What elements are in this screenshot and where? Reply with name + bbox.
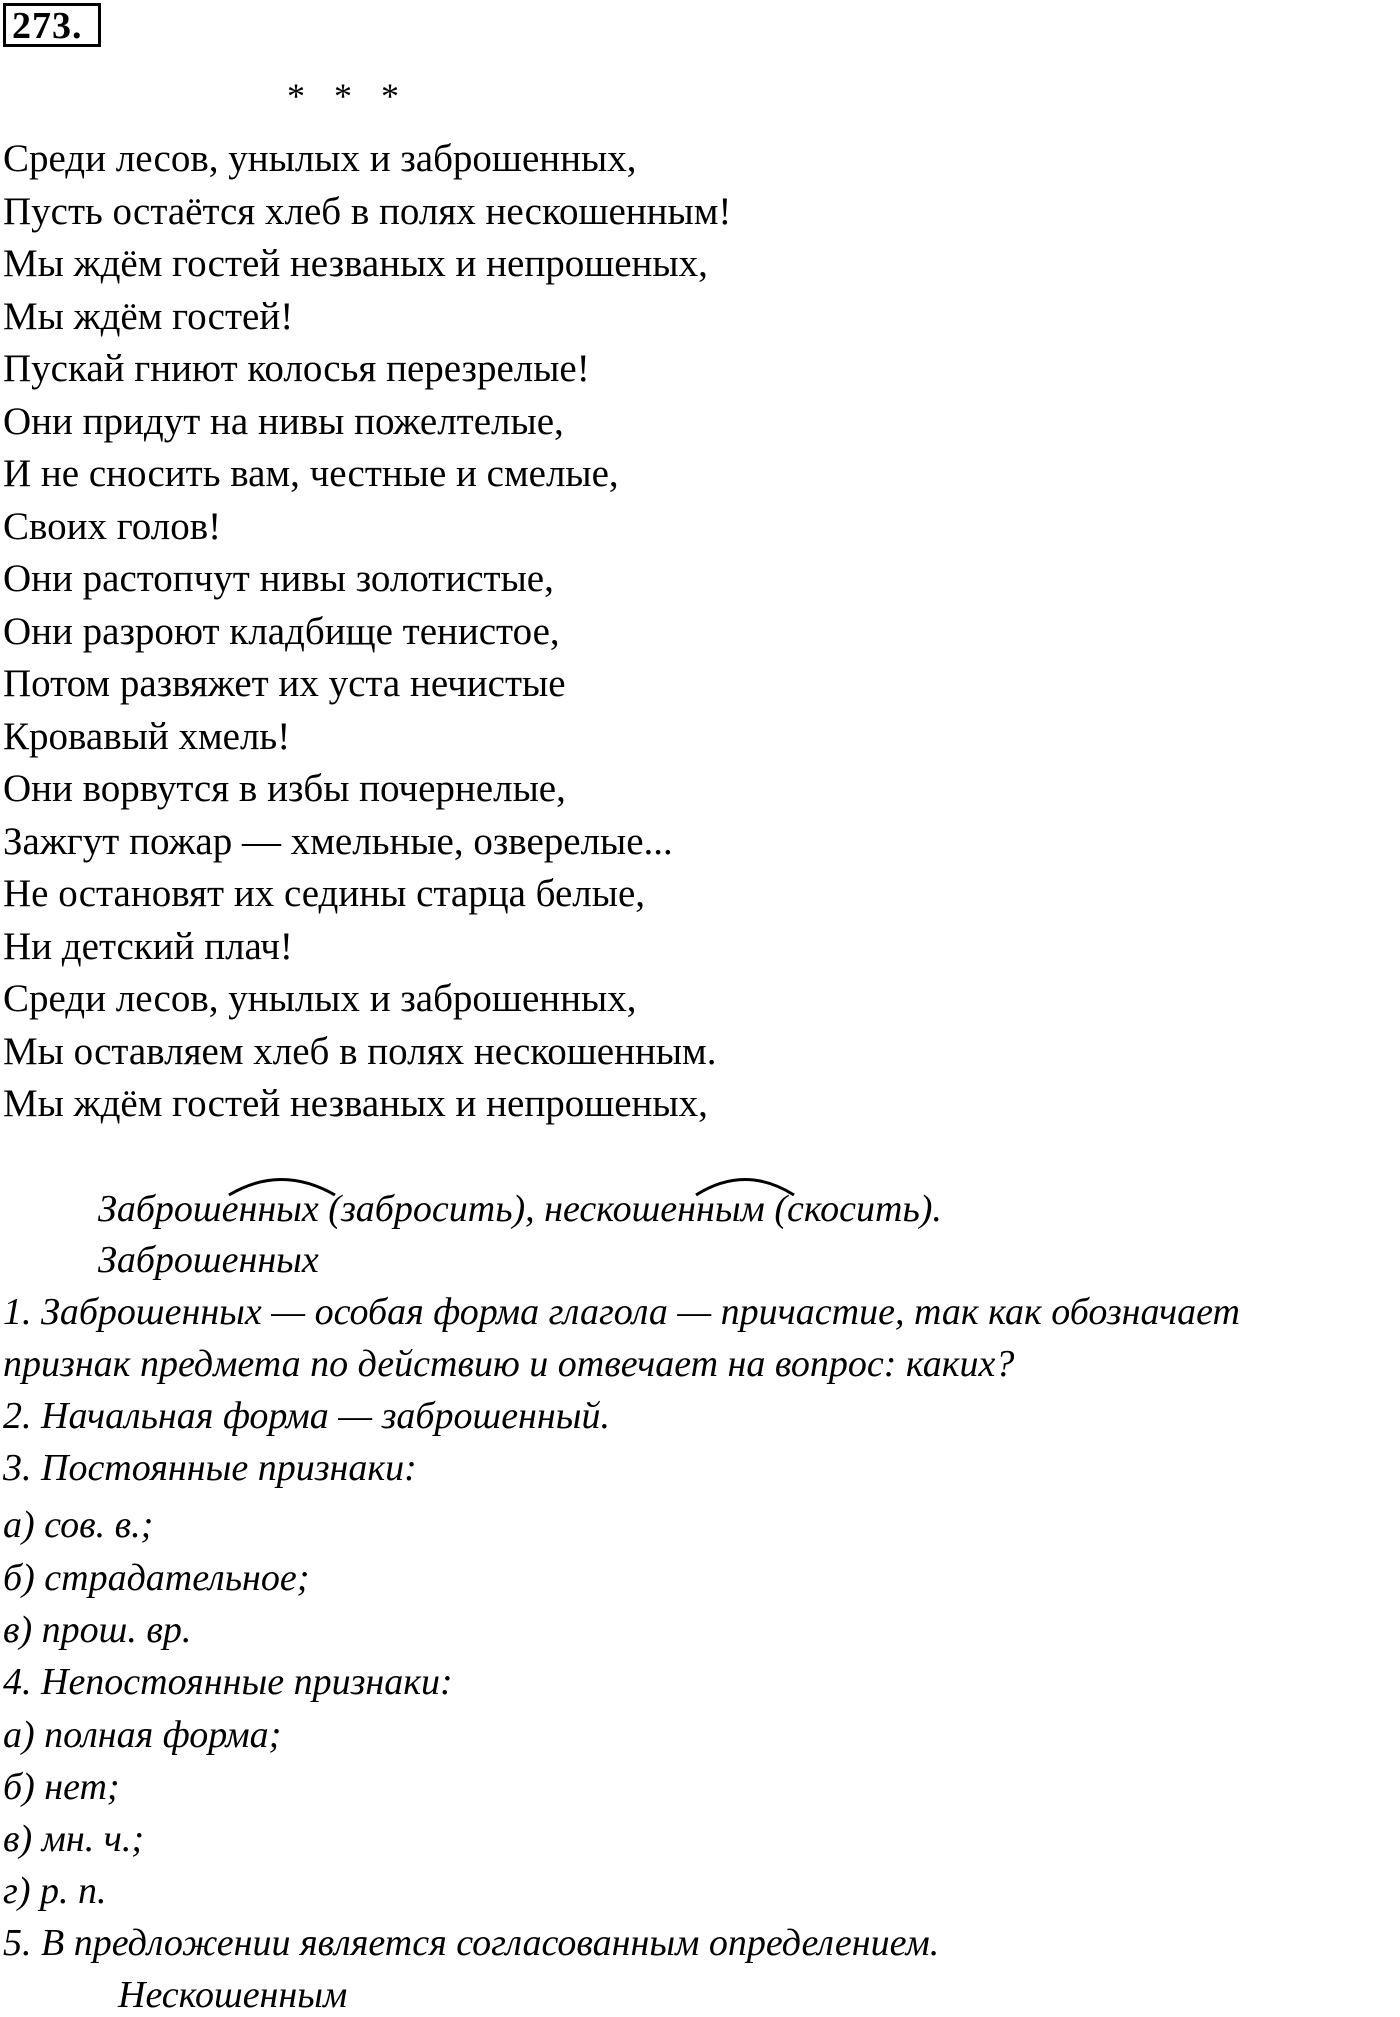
analysis-item-4a: а) полная форма; [3,1714,282,1756]
poem-line: Они придут на нивы пожелтелые, [3,399,564,443]
poem-line: Кровавый хмель! [3,714,291,758]
analysis-heading-zabroshennykh: Заброшенных [98,1239,319,1281]
analysis-item-4c: в) мн. ч.; [3,1818,145,1860]
analysis-item-4d: г) р. п. [3,1870,107,1912]
poem-line: Они разроют кладбище тенистое, [3,609,560,653]
word-form-zabroshennykh: Заброшенных [98,1188,319,1230]
analysis-item-3a: а) сов. в.; [3,1504,154,1546]
poem [3,133,731,1131]
poem-line: И не сносить вам, честные и смелые, [3,452,619,495]
poem-line: Потом развяжет их уста нечистые [3,662,566,705]
poem-line: Мы ждём гостей! [3,294,294,338]
analysis-item-3c: в) прош. вр. [3,1609,192,1651]
poem-line: Мы ждём гостей незваных и непрошеных, [3,242,708,285]
word-source-skosit: (скосить). [774,1188,942,1230]
analysis-item-1-line-2: признак предмета по действию и отвечает на вопрос: каких? [3,1343,1015,1385]
analysis-item-3: 3. Постоянные признаки: [3,1447,417,1489]
poem-line: Мы оставляем хлеб в полях нескошенным. [3,1029,717,1073]
poem-line: Они растопчут нивы золотистые, [3,557,554,600]
poem-line: Зажгут пожар — хмельные, озверелые... [3,819,673,863]
poem-line: Пускай гниют колосья перезрелые! [3,347,590,390]
poem-line: Не остановят их седины старца белые, [3,872,646,915]
analysis-item-4b: б) нет; [3,1766,120,1808]
poem-line: Мы ждём гостей незваных и непрошеных, [3,1082,708,1125]
task-number: 273. [3,3,101,47]
analysis-item-4: 4. Непостоянные признаки: [3,1661,453,1703]
analysis-item-5: 5. В предложении является согласованным определением. [3,1922,940,1964]
word-source-zabrosit: (забросить), [328,1188,535,1230]
analysis-item-1-line-1: 1. Заброшенных — особая форма глагола — причастие, так как обозначает [3,1291,1240,1333]
poem-line: Пусть остаётся хлеб в полях нескошенным! [3,189,732,233]
word-form-neskoshennym: нескошенным [544,1188,765,1230]
analysis-item-2: 2. Начальная форма — заброшенный. [3,1395,610,1437]
analysis-item-3b: б) страдательное; [3,1557,310,1599]
word-forms-line [98,1187,942,1231]
poem-asterisks: * * * [287,76,409,116]
poem-line: Среди лесов, унылых и заброшенных, [3,977,637,1020]
poem-line: Среди лесов, унылых и заброшенных, [3,137,637,180]
poem-line: Своих голов! [3,504,222,548]
poem-line: Они ворвутся в избы почернелые, [3,767,566,810]
analysis-heading-neskoshennym: Нескошенным [118,1974,348,2016]
poem-line: Ни детский плач! [3,924,293,968]
